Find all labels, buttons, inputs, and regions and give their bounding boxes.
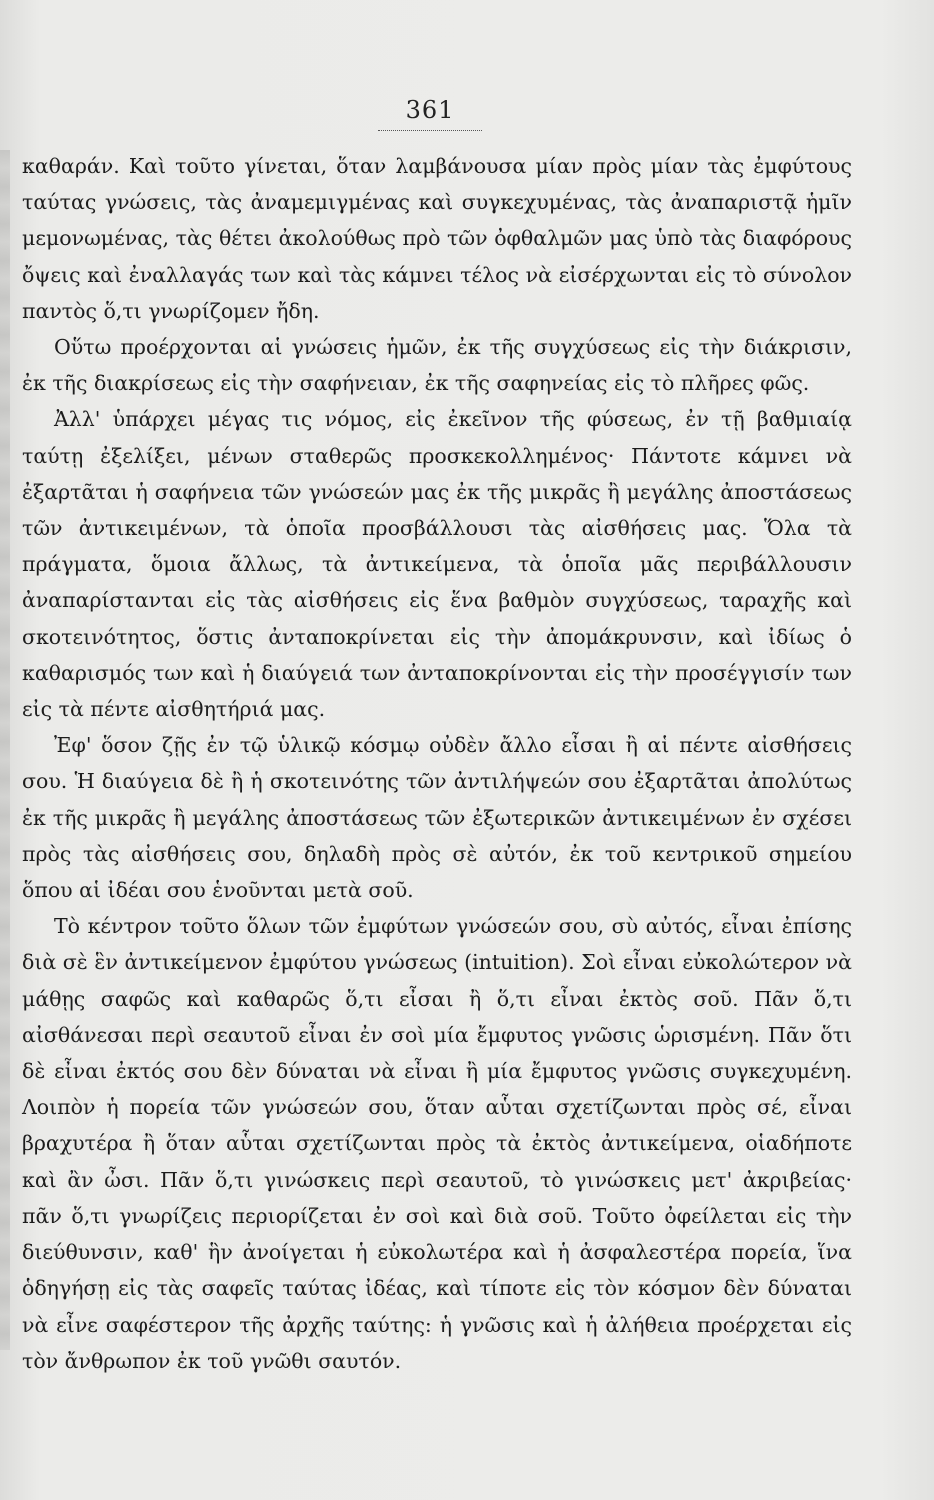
paragraph-4: Ἐφ' ὅσον ζῇς ἐν τῷ ὑλικῷ κόσμῳ οὐδὲν ἄλλο εἶσαι ἢ αἱ πέντε αἰσθήσεις σου. Ἡ διαύγεια δὲ ἢ ἡ σκοτεινότης τῶν ἀντιλήψεών σου ἐξαρτᾶται ἀπολύτως ἐκ τῆς μικρᾶς ἢ μεγάλης ἀποστάσεως τῶν ἐξωτερικῶν ἀντικειμένων ἐν σχέσει πρὸς τὰς αἰσθήσεις σου, δηλαδὴ πρὸς σὲ αὐτόν, ἐκ τοῦ κεντρικοῦ σημείου ὅπου αἱ ἰδέαι σου ἑνοῦνται μετὰ σοῦ. bbox=[22, 733, 852, 903]
paragraph-1: καθαράν. Καὶ τοῦτο γίνεται, ὅταν λαμβάνουσα μίαν πρὸς μίαν τὰς ἐμφύτους ταύτας γνώσεις, τὰς ἀναμεμιγμένας καὶ συγκεχυμένας, τὰς ἀναπαριστᾷ ἡμῖν μεμονωμένας, τὰς θέτει ἀκολούθως πρὸ τῶν ὀφθαλμῶν μας ὑπὸ τὰς διαφόρους ὄψεις καὶ ἐναλλαγάς των καὶ τὰς κάμνει τέλος νὰ εἰσέρχωνται εἰς τὸ σύνολον παντὸς ὅ,τι γνωρίζομεν ἤδη. bbox=[22, 154, 852, 323]
body-text bbox=[22, 148, 852, 1379]
paragraph-2: Οὕτω προέρχονται αἱ γνώσεις ἡμῶν, ἐκ τῆς συγχύσεως εἰς τὴν διάκρισιν, ἐκ τῆς διακρίσεως εἰς τὴν σαφήνειαν, ἐκ τῆς σαφηνείας εἰς τὸ πλῆρες φῶς. bbox=[22, 335, 852, 396]
page-number: 361 bbox=[405, 96, 455, 124]
header-rule bbox=[378, 130, 482, 131]
binding-edge bbox=[0, 150, 10, 1350]
paragraph-5: Τὸ κέντρον τοῦτο ὅλων τῶν ἐμφύτων γνώσεών σου, σὺ αὐτός, εἶναι ἐπίσης διὰ σὲ ἓν ἀντικείμενον ἐμφύτου γνώσεως (intuition). Σοὶ εἶναι εὐκολώτερον νὰ μάθῃς σαφῶς καὶ καθαρῶς ὅ,τι εἶσαι ἢ ὅ,τι εἶναι ἐκτὸς σοῦ. Πᾶν ὅ,τι αἰσθάνεσαι περὶ σεαυτοῦ εἶναι ἐν σοὶ μία ἔμφυτος γνῶσις ὡρισμένη. Πᾶν ὅτι δὲ εἶναι ἐκτός σου δὲν δύναται νὰ εἶναι ἢ μία ἔμφυτος γνῶσις συγκεχυμένη. Λοιπὸν ἡ πορεία τῶν γνώσεών σου, ὅταν αὗται σχετίζωνται πρὸς σέ, εἶναι βραχυτέρα ἢ ὅταν αὗται σχετίζωνται πρὸς τὰ ἐκτὸς ἀντικείμενα, οἱαδήποτε καὶ ἂν ὦσι. Πᾶν ὅ,τι γινώσκεις περὶ σεαυτοῦ, τὸ γινώσκεις μετ' ἀκριβείας· πᾶν ὅ,τι γνωρίζεις περιορίζεται ἐν σοὶ καὶ διὰ σοῦ. Τοῦτο ὀφείλεται εἰς τὴν διεύθυνσιν, καθ' ἣν ἀνοίγεται ἡ εὐκολωτέρα καὶ ἡ ἀσφαλεστέρα πορεία, ἵνα ὁδηγήσῃ εἰς τὰς σαφεῖς ταύτας ἰδέας, καὶ τίποτε εἰς τὸν κόσμον δὲν δύναται νὰ εἶνε σαφέστερον τῆς ἀρχῆς ταύτης: ἡ γνῶσις καὶ ἡ ἀλήθεια προέρχεται εἰς τὸν ἄνθρωπον ἐκ τοῦ γνῶθι σαυτόν. bbox=[22, 914, 852, 1373]
paragraph-3: Ἀλλ' ὑπάρχει μέγας τις νόμος, εἰς ἐκεῖνον τῆς φύσεως, ἐν τῇ βαθμιαίᾳ ταύτῃ ἐξελίξει, μένων σταθερῶς προσκεκολλημένος· Πάντοτε κάμνει νὰ ἐξαρτᾶται ἡ σαφήνεια τῶν γνώσεών μας ἐκ τῆς μικρᾶς ἢ μεγάλης ἀποστάσεως τῶν ἀντικειμένων, τὰ ὁποῖα προσβάλλουσι τὰς αἰσθήσεις μας. Ὅλα τὰ πράγματα, ὅμοια ἄλλως, τὰ ἀντικείμενα, τὰ ὁποῖα μᾶς περιβάλλουσιν ἀναπαρίστανται εἰς τὰς αἰσθήσεις εἰς ἕνα βαθμὸν συγχύσεως, ταραχῆς καὶ σκοτεινότητος, ὅστις ἀνταποκρίνεται εἰς τὴν ἀπομάκρυνσιν, καὶ ἰδίως ὁ καθαρισμός των καὶ ἡ διαύγειά των ἀνταποκρίνονται εἰς τὴν προσέγγισίν των εἰς τὰ πέντε αἰσθητήριά μας. bbox=[22, 407, 852, 722]
